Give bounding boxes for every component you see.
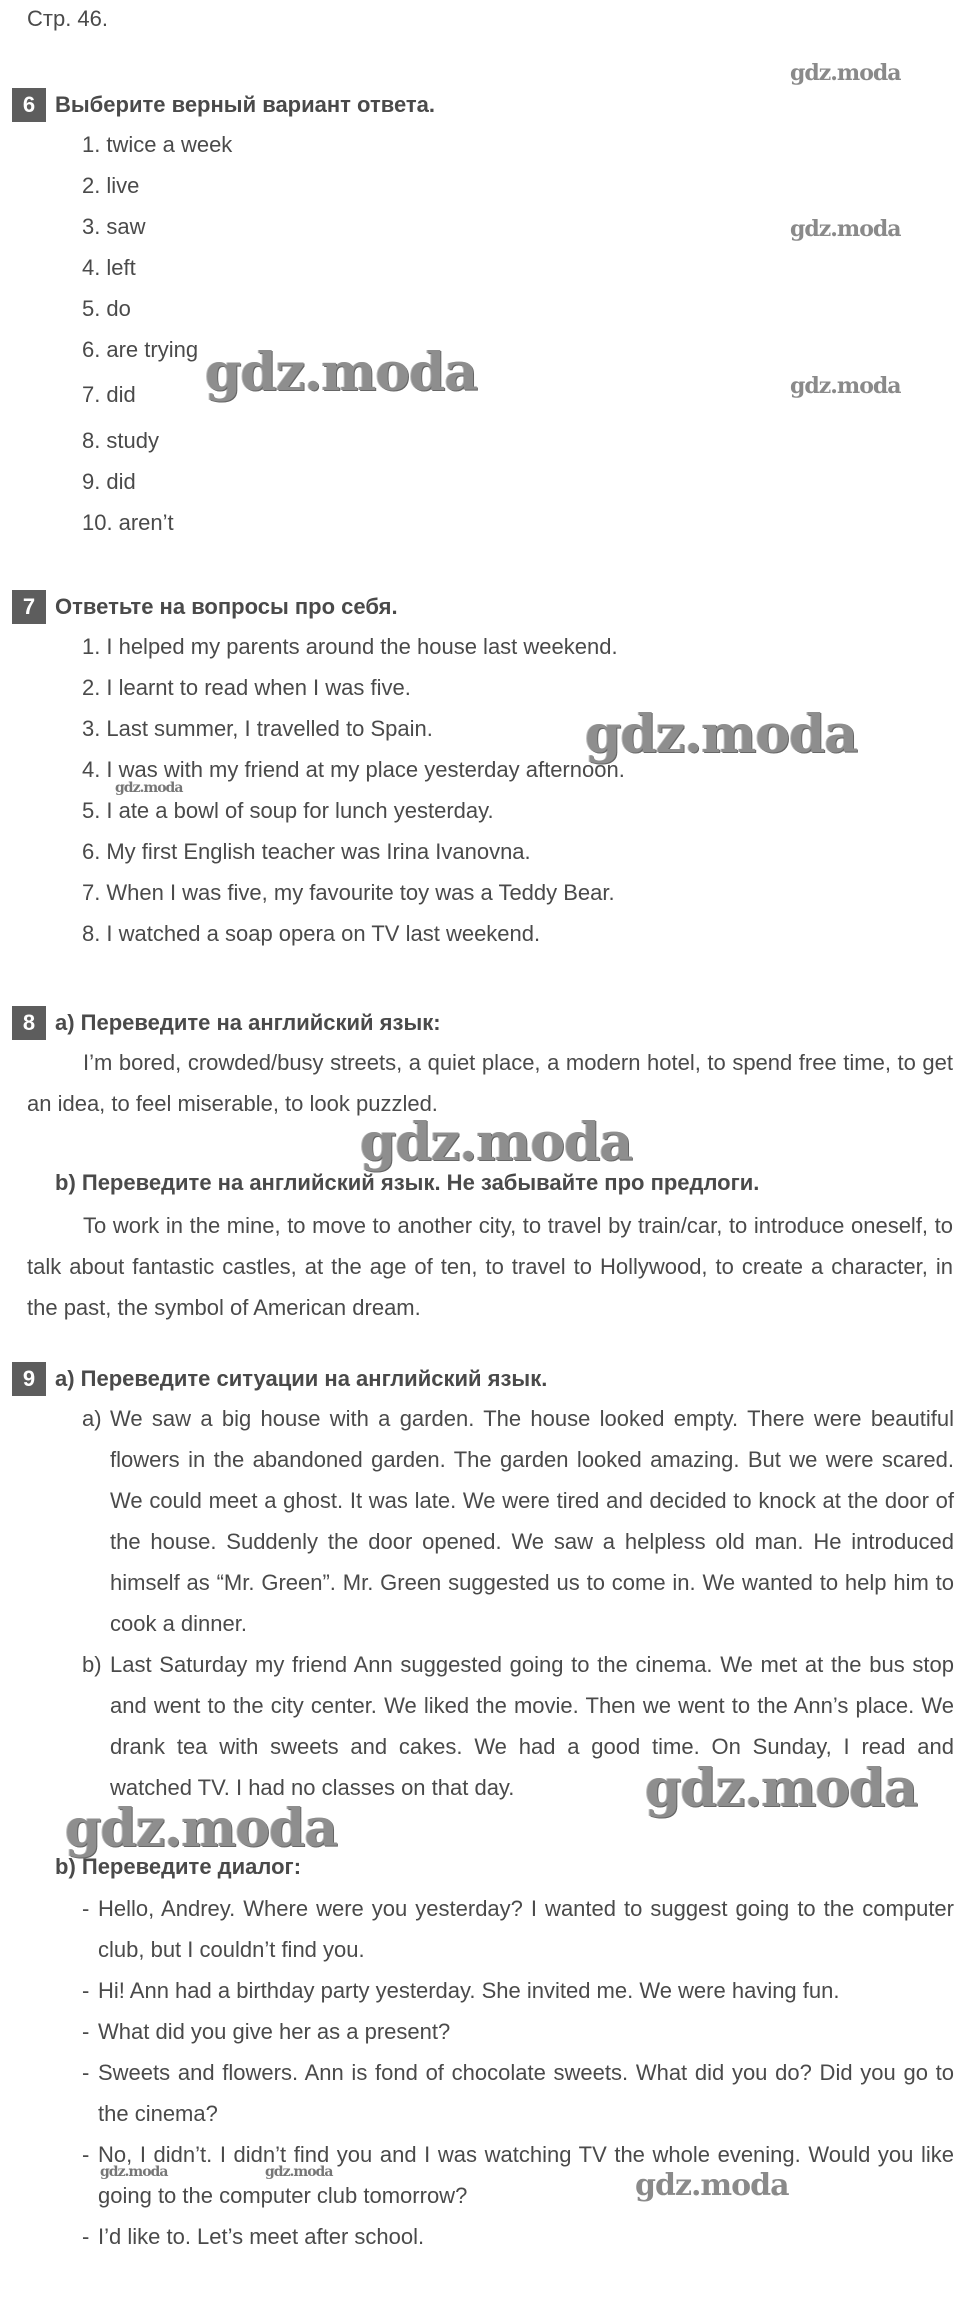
watermark-logo: gdz.moda — [790, 60, 901, 86]
task-7-title: Ответьте на вопросы про себя. — [55, 594, 398, 619]
watermark-logo: gdz.moda — [205, 342, 478, 403]
task-6-number-badge: 6 — [12, 88, 46, 122]
watermark-logo: gdz.moda — [645, 1758, 918, 1819]
task-9-part-b-title: b) Переведите диалог: — [55, 1854, 302, 1879]
list-item: 3. Last summer, I travelled to Spain. — [82, 716, 433, 741]
page-label: Стр. 46. — [27, 6, 109, 31]
list-item: 1. twice a week — [82, 132, 233, 157]
list-item: 8. I watched a soap opera on TV last weekend. — [82, 921, 541, 946]
dialog-line: - Hello, Andrey. Where were you yesterday? I wanted to suggest going to the computer club, but I couldn’t find you. — [82, 1896, 954, 1962]
task-9-number-badge: 9 — [12, 1362, 46, 1396]
list-item: 5. I ate a bowl of soup for lunch yesterday. — [82, 798, 494, 823]
task-8-part-a-text: I’m bored, crowded/busy streets, a quiet place, a modern hotel, to spend free time, to get an idea, to feel miserable, to look puzzled. — [27, 1050, 953, 1116]
task-8-part-b-text: To work in the mine, to move to another city, to travel by train/car, to introduce oneself, to talk about fantastic castles, at the age of ten, to travel to Hollywood, to create a character, in the past, the symbol of American dream. — [27, 1213, 953, 1320]
list-item: 6. are trying — [82, 337, 199, 362]
list-item: 7. did — [82, 382, 136, 407]
dialog-line: - What did you give her as a present? — [82, 2019, 451, 2044]
situation-marker: a) — [82, 1406, 102, 1431]
situation-text: Last Saturday my friend Ann suggested going to the cinema. We met at the bus stop and went to the city center. We liked the movie. Then we went to the Ann’s place. We drank tea with sweets and cakes. We had a good time. On Sunday, I read and watched TV. I had no classes on that day. — [110, 1652, 954, 1800]
situation-text: We saw a big house with a garden. The house looked empty. There were beautiful flowers in the abandoned garden. The garden looked amazing. But we were scared. We could meet a ghost. It was late. We were tired and decided to knock at the door of the house. Suddenly the door opened. We saw a helpless old man. He introduced himself as “Mr. Green”. Mr. Green suggested us to come in. We wanted to help him to cook a dinner. — [110, 1406, 954, 1636]
list-item: 2. live — [82, 173, 140, 198]
dialog-line: - Sweets and flowers. Ann is fond of chocolate sweets. What did you do? Did you go to the cinema? — [82, 2060, 954, 2126]
list-item: 5. do — [82, 296, 131, 321]
task-6-answer-list — [82, 124, 232, 543]
dialog-line: - Hi! Ann had a birthday party yesterday. She invited me. We were having fun. — [82, 1978, 840, 2003]
list-item: 10. aren’t — [82, 510, 174, 535]
task-6-title: Выберите верный вариант ответа. — [55, 92, 436, 117]
watermark-logo: gdz.moda — [635, 2168, 789, 2203]
list-item: 2. I learnt to read when I was five. — [82, 675, 411, 700]
watermark-logo: gdz.moda — [65, 1798, 338, 1859]
dialog-line: - I’d like to. Let’s meet after school. — [82, 2224, 425, 2249]
list-item: 6. My first English teacher was Irina Ivanovna. — [82, 839, 531, 864]
task-8-number-badge: 8 — [12, 1006, 46, 1040]
list-item: 9. did — [82, 469, 136, 494]
task-9-part-a-title: a) Переведите ситуации на английский язык. — [55, 1366, 548, 1391]
task-8-part-a-title: a) Переведите на английский язык: — [55, 1010, 441, 1035]
watermark-logo: gdz.moda — [115, 780, 183, 796]
list-item: 7. When I was five, my favourite toy was a Teddy Bear. — [82, 880, 615, 905]
dialog-line: - No, I didn’t. I didn’t find you and I was watching TV the whole evening. Would you like going to the computer club tomorrow? — [82, 2142, 954, 2208]
task-9-situation-a — [82, 1398, 954, 1644]
situation-marker: b) — [82, 1652, 102, 1677]
watermark-logo: gdz.moda — [585, 704, 858, 765]
task-7-number-badge: 7 — [12, 590, 46, 624]
watermark-logo: gdz.moda — [790, 373, 901, 399]
list-item: 1. I helped my parents around the house last weekend. — [82, 634, 618, 659]
task-8-part-b-title: b) Переведите на английский язык. Не забывайте про предлоги. — [55, 1170, 760, 1195]
list-item: 4. left — [82, 255, 136, 280]
list-item: 4. I was with my friend at my place yesterday afternoon. — [82, 757, 625, 782]
watermark-logo: gdz.moda — [265, 2164, 333, 2180]
list-item: 3. saw — [82, 214, 146, 239]
watermark-logo: gdz.moda — [360, 1112, 633, 1173]
watermark-logo: gdz.moda — [100, 2164, 168, 2180]
list-item: 8. study — [82, 428, 159, 453]
watermark-logo: gdz.moda — [790, 216, 901, 242]
